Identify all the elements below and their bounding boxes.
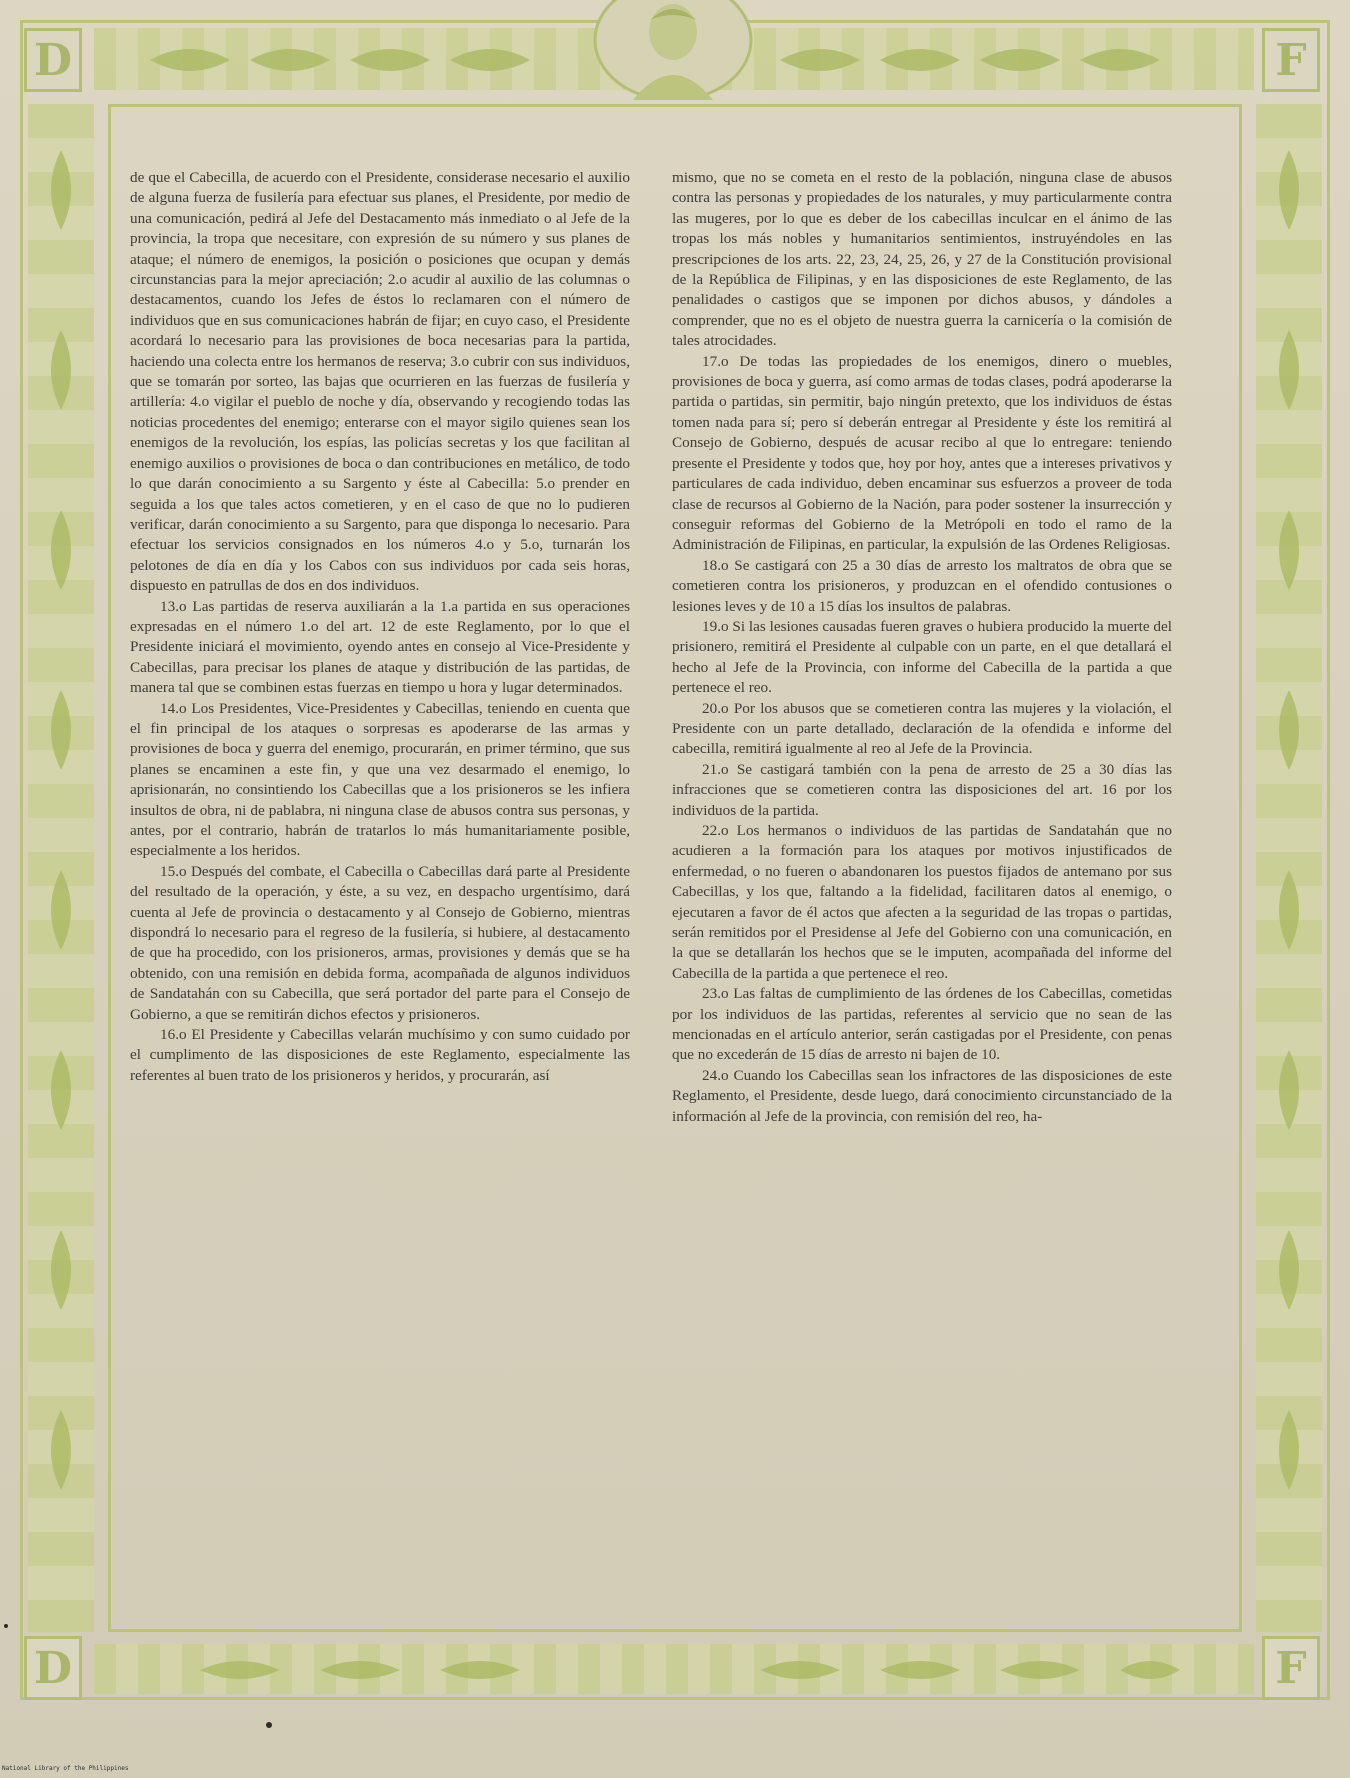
paragraph-13: 13.o Las partidas de reserva auxiliarán a la 1.a partida en sus operaciones expresadas en el número 1.o del art. 12 de este Reglamento, por lo que el Presidente iniciará el movimiento, oyendo antes en consejo al Vice-Presidente y Cabecillas, para precisar los planes de ataque y distribución de las partidas, de manera tal que se combinen estas fuerzas en tiempo u hora y lugar determinados. — [130, 597, 630, 697]
ink-dot — [4, 1624, 8, 1628]
leaf-icon — [320, 1661, 400, 1679]
leaf-icon — [1279, 510, 1299, 590]
paragraph-12-continued: de que el Cabecilla, de acuerdo con el Presidente, considerase necesario el auxilio de alguna fuerza de fusilería para efectuar sus planes, el Presidente, por medio de una comunicación, pedirá al Jefe del Destacamento más inmediato o al Jefe de la provincia, la tropa que necesitare, con expresión de su número y sus planes de ataque; el número de enemigos, la posición o posiciones que ocupan y demás circunstancias para la mejor apreciación; 2.o acudir al auxilio de las columnas o destacamentos, cuando los Jefes de éstos lo reclamaren con el número de individuos que en sus comunicaciones habrán de fijar; en cuyo caso, el Presidente acordará lo necesario para las provisiones de boca necesarias para la partida, haciendo una colecta entre los hermanos de reserva; 3.o cubrir con sus individuos, que se tomarán por sorteo, las bajas que ocurrieren en las fuerzas de fusilería y artillería: 4.o vigilar el pueblo de noche y día, observando y recogiendo todas las noticias procedentes del enemigo; enterarse con el mayor sigilo quienes sean los enemigos de la revolución, los espías, las policías secretas y los que facilitan al enemigo auxilios o provisiones de boca o dan contribuciones en metálico, de todo lo que darán conocimiento a su Sargento y éste al Cabecilla: 5.o prender en seguida a los que tales actos cometieren, y en el caso de que no lo pudieren verificar, darán conocimiento a su Sargento, para que disponga lo necesario. Para efectuar los servicios consignados en los números 4.o y 5.o, turnarán los pelotones de día en día y los Cabos con sus individuos por cada seis horas, dispuesto en patrullas de dos en dos individuos. — [130, 169, 630, 595]
leaf-icon — [51, 870, 71, 950]
left-text-column — [130, 168, 630, 1086]
leaf-icon — [51, 510, 71, 590]
paragraph-24: 24.o Cuando los Cabecillas sean los infractores de las disposiciones de este Reglamento, el Presidente, desde luego, dará conocimiento circunstanciado de la información al Jefe de la provincia, con remisión del reo, ha- — [672, 1066, 1172, 1125]
leaf-icon — [1279, 1230, 1299, 1310]
leaf-icon — [1120, 1661, 1180, 1679]
leaf-icon — [250, 49, 330, 71]
leaf-icon — [1279, 870, 1299, 950]
paragraph-16: 16.o El Presidente y Cabecillas velarán muchísimo y con sumo cuidado por el cumplimento de las disposiciones de este Reglamento, especialmente las referentes al buen trato de los prisioneros y heridos, y procurarán, así — [130, 1026, 630, 1084]
leaf-icon — [1279, 330, 1299, 410]
leaf-icon — [450, 49, 530, 71]
leaf-icon — [1000, 1661, 1080, 1679]
corner-letter-top-left: D — [24, 28, 82, 92]
leaf-icon — [780, 49, 860, 71]
paragraph-17: 17.o De todas las propiedades de los enemigos, dinero o muebles, provisiones de boca y guerra, así como armas de todas clases, podrá apoderarse la partida o partidas, sin permitir, bajo ningún pretexto, que los individuos de éstas tomen nada para sí; pero sí deberán entregar al Presidente y éste los remitirá al Consejo de Gobierno, después de acusar recibo al que lo entregare: teniendo presente el Presidente y todos que, hoy por hoy, antes que a intereses privativos y particulares de cada individuo, deben encaminar sus esfuerzos a proveer de toda clase de recursos al Gobierno de la Nación, para poder sostener la insurrección y conseguir reformas del Gobierno de la Metrópoli en todo el ramo de la Administración de Filipinas, en particular, la expulsión de las Ordenes Religiosas. — [672, 352, 1172, 554]
leaf-icon — [1080, 49, 1160, 71]
paragraph-16-continued: mismo, que no se cometa en el resto de la población, ninguna clase de abusos contra las personas y propiedades de los naturales, y muy particularmente contra las mugeres, por lo que es deber de los cabecillas inculcar en el ánimo de las tropas los más nobles y humanitarios sentimientos, instruyéndoles en las prescripciones de los arts. 22, 23, 24, 25, 26, y 27 de la Constitución provisional de la República de Filipinas, y en las disposiciones de este Reglamento, de las penalidades o castigos que se imponen por dichos abusos, y dándoles a comprender, que no es el objeto de nuestra guerra la carnicería o la comisión de tales atrocidades. — [672, 169, 1172, 350]
leaf-icon — [51, 1230, 71, 1310]
ink-dot — [266, 1722, 272, 1728]
corner-letter-bottom-left: D — [24, 1636, 82, 1700]
paragraph-23: 23.o Las faltas de cumplimiento de las órdenes de los Cabecillas, cometidas por los individuos de las partidas, referentes al servicio que no sean de las mencionadas en el artículo anterior, serán castigadas por el Presidente, con penas que no excederán de 15 días de arresto ni bajen de 10. — [672, 985, 1172, 1064]
portrait-icon — [588, 0, 758, 100]
leaf-icon — [880, 1661, 960, 1679]
leaf-icon — [51, 330, 71, 410]
corner-letter-bottom-right: F — [1262, 1636, 1320, 1700]
leaf-icon — [880, 49, 960, 71]
leaf-icon — [51, 690, 71, 770]
paragraph-22: 22.o Los hermanos o individuos de las partidas de Sandatahán que no acudieren a la formación para los ataques por motivos injustificados de enfermedad, o no fueren o abandonaren los puestos fijados de antemano por sus Cabecillas, y los que, faltando a la fidelidad, facilitaren datos al enemigo, o ejecutaren a favor de él actos que afecten a la seguridad de las tropas o partidas, serán remitidos por el Presidense al Jefe del Gobierno con una comunicación, en la que se detallarán los hechos que se le imputen, acompañada del informe del Cabecilla de la partida a que pertenece el reo. — [672, 822, 1172, 982]
leaf-icon — [980, 49, 1060, 71]
leaf-icon — [51, 1410, 71, 1490]
paragraph-18: 18.o Se castigará con 25 a 30 días de arresto los maltratos de obra que se cometieren contra los prisioneros, y produzcan en el ofendido contusiones o lesiones leves y de 10 a 15 días los insultos de palabras. — [672, 556, 1172, 615]
paragraph-15: 15.o Después del combate, el Cabecilla o Cabecillas dará parte al Presidente del resultado de la operación, y éste, a su vez, en despacho urgentísimo, dará cuenta al Jefe de provincia o destacamento y al Consejo de Gobierno, mientras dispondrá lo necesario para el regreso de la fusilería, si hubiere, al destacamento de que ha procedido, con los prisioneros, armas, provisiones y demás que se ha obtenido, con una remisión en debida forma, acompañada de algunos individuos de Sandatahán con su Cabecilla, que será portador del parte para el Consejo de Gobierno, a que se remitirán dichos efectos y prisioneros. — [130, 862, 630, 1023]
leaf-icon — [200, 1661, 280, 1679]
leaf-icon — [51, 1050, 71, 1130]
leaf-icon — [1279, 150, 1299, 230]
corner-letter-top-right: F — [1262, 28, 1320, 92]
leaf-icon — [51, 150, 71, 230]
leaf-icon — [440, 1661, 520, 1679]
leaf-icon — [1279, 1050, 1299, 1130]
paragraph-20: 20.o Por los abusos que se cometieren contra las mujeres y la violación, el Presidente con un parte detallado, declaración de la ofendida e informe del cabecilla, remitirá igualmente al reo al Jefe de la Provincia. — [672, 699, 1172, 758]
library-credit: National Library of the Philippines — [2, 1765, 129, 1772]
leaf-icon — [760, 1661, 840, 1679]
right-text-column — [672, 168, 1172, 1127]
leaf-icon — [150, 49, 230, 71]
leaf-icon — [350, 49, 430, 71]
leaf-icon — [1279, 1410, 1299, 1490]
paragraph-14: 14.o Los Presidentes, Vice-Presidentes y Cabecillas, teniendo en cuenta que el fin principal de los ataques o sorpresas es apoderarse de las armas y provisiones de boca y guerra del enemigo, procurarán, en primer término, que sus planes se encaminen a este fin, y que una vez desarmado el enemigo, lo aprisionarán, no consintiendo los Cabecillas que a los prisioneros se les infiera insultos de obra, ni de pablabra, ni ninguna clase de abusos contra sus personas, y antes, por el contrario, habrán de tratarlos lo más humanitariamente posible, especialmente a los heridos. — [130, 699, 630, 860]
leaf-icon — [1279, 690, 1299, 770]
paragraph-19: 19.o Si las lesiones causadas fueren graves o hubiera producido la muerte del prisionero, remitirá el Presidente al culpable con un parte, en el que detallará el hecho al Jefe de la Provincia, con informe del Cabecilla de la partida a que pertenece el reo. — [672, 617, 1172, 697]
paragraph-21: 21.o Se castigará también con la pena de arresto de 25 a 30 días las infracciones que se cometieren contra las disposiciones del art. 16 por los individuos de la partida. — [672, 760, 1172, 819]
